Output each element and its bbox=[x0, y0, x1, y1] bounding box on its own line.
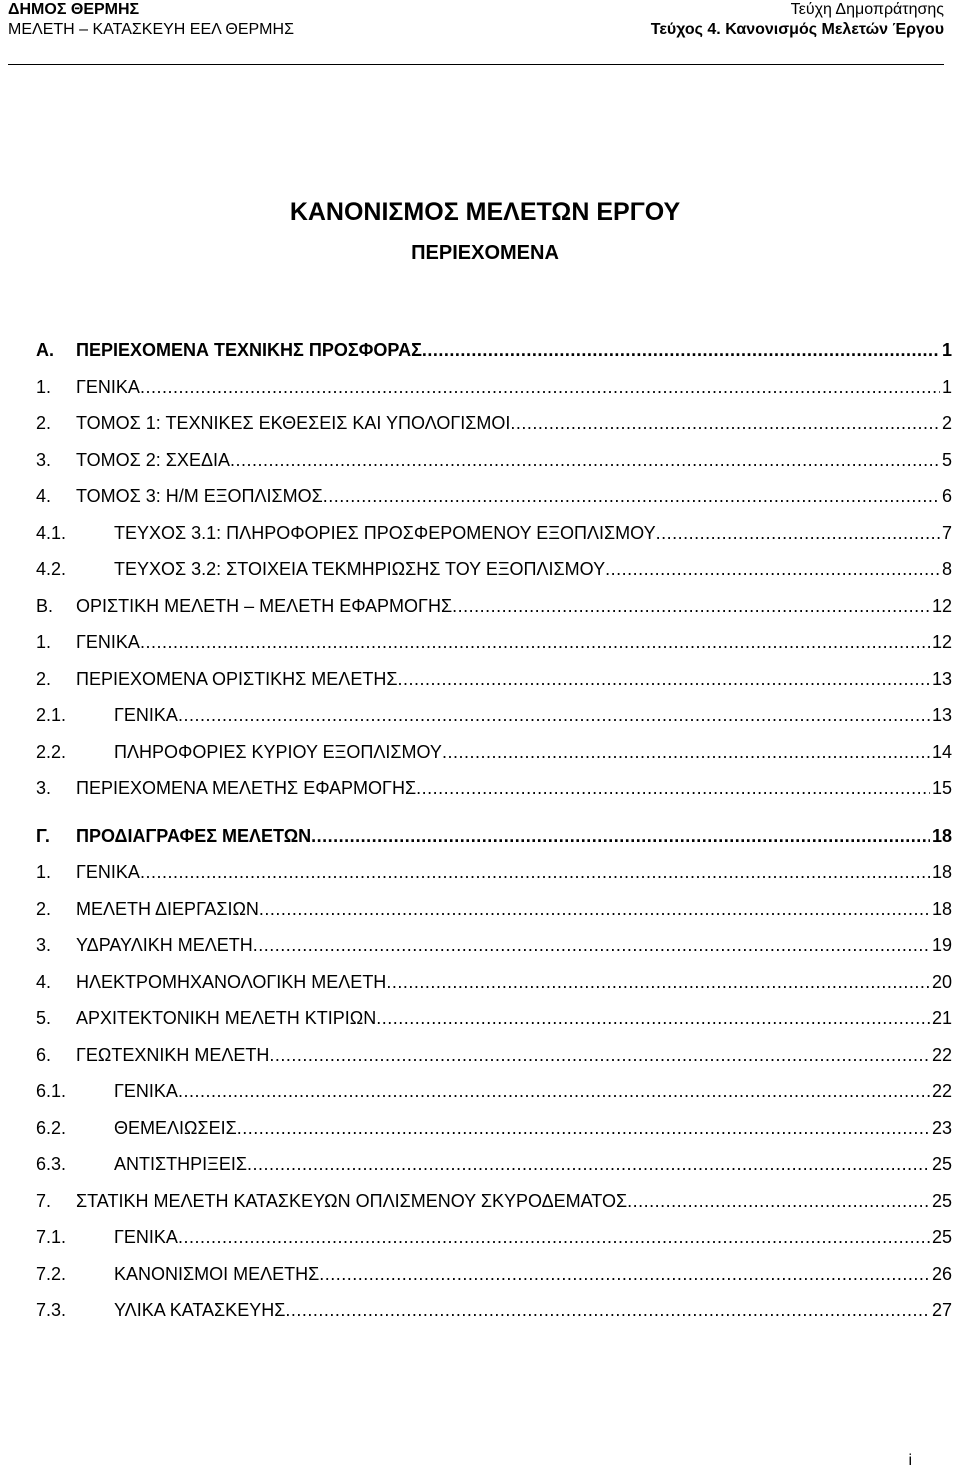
toc-label: ΟΡΙΣΤΙΚΗ ΜΕΛΕΤΗ – ΜΕΛΕΤΗ ΕΦΑΡΜΟΓΗΣ bbox=[76, 595, 453, 616]
toc-subentry[interactable] bbox=[36, 1264, 952, 1301]
toc-page: 25 bbox=[931, 1227, 952, 1247]
toc-page: 15 bbox=[931, 778, 952, 798]
toc-subentry[interactable] bbox=[36, 523, 952, 560]
toc-leader bbox=[452, 596, 930, 617]
toc-leader bbox=[416, 778, 930, 799]
toc-leader bbox=[259, 899, 930, 920]
header-volume-title: Τεύχος 4. Κανονισμός Μελετών Έργου bbox=[650, 21, 944, 38]
toc-label: ΚΑΝΟΝΙΣΜΟΙ ΜΕΛΕΤΗΣ bbox=[114, 1263, 320, 1284]
page-header-left bbox=[8, 0, 294, 40]
page-header-right bbox=[651, 0, 944, 40]
toc-subentry[interactable] bbox=[36, 1081, 952, 1118]
toc-number: 7. bbox=[36, 1190, 52, 1211]
toc-number: 4.2. bbox=[36, 559, 67, 579]
toc-page: 19 bbox=[931, 935, 952, 955]
toc-label: ΓΕΝΙΚΑ bbox=[114, 705, 178, 725]
toc-entry[interactable] bbox=[36, 632, 952, 669]
toc-label: ΗΛΕΚΤΡΟΜΗΧΑΝΟΛΟΓΙΚΗ ΜΕΛΕΤΗ bbox=[76, 971, 387, 992]
toc-label: ΑΝΤΙΣΤΗΡΙΞΕΙΣ bbox=[114, 1154, 247, 1174]
toc-label: ΓΕΝΙΚΑ bbox=[76, 632, 140, 652]
contents-heading: ΠΕΡΙΕΧΟΜΕΝΑ bbox=[411, 242, 559, 264]
toc-entry[interactable] bbox=[36, 972, 952, 1009]
toc-page: 18 bbox=[931, 862, 952, 882]
toc-entry[interactable] bbox=[36, 450, 952, 487]
toc-entry[interactable] bbox=[36, 862, 952, 899]
toc-label: ΣΤΑΤΙΚΗ ΜΕΛΕΤΗ ΚΑΤΑΣΚΕΥΩΝ ΟΠΛΙΣΜΕΝΟΥ ΣΚΥΡΟΔΕΜΑΤΟΣ bbox=[76, 1190, 628, 1211]
toc-label: ΓΕΝΙΚΑ bbox=[114, 1081, 178, 1101]
toc-section-a[interactable] bbox=[36, 340, 952, 377]
toc-page: 25 bbox=[931, 1190, 952, 1211]
toc-label: ΠΛΗΡΟΦΟΡΙΕΣ ΚΥΡΙΟΥ ΕΞΟΠΛΙΣΜΟΥ bbox=[114, 741, 442, 762]
toc-label: ΓΕΝΙΚΑ bbox=[76, 862, 140, 882]
toc-page: 12 bbox=[931, 632, 952, 652]
toc-entry[interactable] bbox=[36, 669, 952, 706]
toc-entry[interactable] bbox=[36, 1008, 952, 1045]
toc-leader bbox=[253, 935, 930, 956]
toc-page: 23 bbox=[931, 1117, 952, 1138]
toc-page: 21 bbox=[931, 1008, 952, 1028]
toc-page: 25 bbox=[931, 1154, 952, 1174]
toc-page: 20 bbox=[931, 971, 952, 992]
toc-label: ΘΕΜΕΛΙΩΣΕΙΣ bbox=[114, 1117, 237, 1138]
toc-entry[interactable] bbox=[36, 413, 952, 450]
toc-number: 2.1. bbox=[36, 705, 67, 725]
toc-page: 13 bbox=[931, 705, 952, 725]
toc-label: ΠΕΡΙΕΧΟΜΕΝΑ ΤΕΧΝΙΚΗΣ ΠΡΟΣΦΟΡΑΣ bbox=[76, 340, 422, 360]
toc-page: 7 bbox=[941, 522, 952, 543]
toc-subentry[interactable] bbox=[36, 1300, 952, 1337]
toc-leader bbox=[605, 559, 940, 580]
toc-label: ΜΕΛΕΤΗ ΔΙΕΡΓΑΣΙΩΝ bbox=[76, 898, 259, 919]
toc-number: 3. bbox=[36, 935, 52, 955]
toc-number: 6. bbox=[36, 1044, 52, 1065]
toc-leader bbox=[285, 1300, 930, 1321]
toc-leader bbox=[140, 862, 930, 883]
toc-leader bbox=[178, 1227, 930, 1248]
toc-page: 22 bbox=[931, 1044, 952, 1065]
page-number: i bbox=[908, 1452, 912, 1469]
toc-leader bbox=[386, 972, 930, 993]
toc-number: 7.3. bbox=[36, 1300, 67, 1320]
toc-number: Β. bbox=[36, 595, 54, 616]
toc-leader bbox=[140, 377, 940, 398]
toc-leader bbox=[230, 450, 940, 471]
toc-subentry[interactable] bbox=[36, 1154, 952, 1191]
toc-number: Α. bbox=[36, 340, 54, 360]
toc-label: ΤΟΜΟΣ 2: ΣΧΕΔΙΑ bbox=[76, 449, 230, 470]
toc-number: 7.2. bbox=[36, 1263, 67, 1284]
toc-page: 22 bbox=[931, 1081, 952, 1101]
toc-leader bbox=[269, 1045, 930, 1066]
toc-label: ΓΕΝΙΚΑ bbox=[76, 376, 140, 397]
toc-entry[interactable] bbox=[36, 377, 952, 414]
toc-page: 1 bbox=[941, 376, 952, 397]
toc-number: 4.1. bbox=[36, 522, 67, 543]
toc-number: 5. bbox=[36, 1008, 52, 1028]
header-project: ΜΕΛΕΤΗ – ΚΑΤΑΣΚΕΥΗ ΕΕΛ ΘΕΡΜΗΣ bbox=[8, 21, 294, 38]
toc-leader bbox=[237, 1118, 930, 1139]
toc-number: Γ. bbox=[36, 825, 50, 846]
toc-number: 1. bbox=[36, 862, 52, 882]
toc-label: ΥΛΙΚΑ ΚΑΤΑΣΚΕΥΗΣ bbox=[114, 1300, 286, 1320]
toc-number: 1. bbox=[36, 376, 52, 397]
toc-leader bbox=[178, 1081, 930, 1102]
toc-label: ΠΕΡΙΕΧΟΜΕΝΑ ΜΕΛΕΤΗΣ ΕΦΑΡΜΟΓΗΣ bbox=[76, 778, 417, 798]
toc-leader bbox=[627, 1191, 930, 1212]
toc-subentry[interactable] bbox=[36, 1118, 952, 1155]
toc-leader bbox=[319, 1264, 930, 1285]
toc-page: 26 bbox=[931, 1263, 952, 1284]
toc-label: ΓΕΩΤΕΧΝΙΚΗ ΜΕΛΕΤΗ bbox=[76, 1044, 270, 1065]
toc-number: 2. bbox=[36, 668, 52, 689]
toc-leader bbox=[178, 705, 930, 726]
toc-leader bbox=[140, 632, 930, 653]
toc-number: 4. bbox=[36, 971, 52, 992]
toc-label: ΥΔΡΑΥΛΙΚΗ ΜΕΛΕΤΗ bbox=[76, 935, 253, 955]
toc-entry[interactable] bbox=[36, 935, 952, 972]
toc-leader bbox=[397, 669, 930, 690]
table-of-contents bbox=[36, 340, 952, 1337]
toc-number: 2.2. bbox=[36, 741, 67, 762]
toc-entry[interactable] bbox=[36, 899, 952, 936]
toc-number: 6.2. bbox=[36, 1117, 67, 1138]
toc-number: 7.1. bbox=[36, 1227, 67, 1247]
toc-subentry[interactable] bbox=[36, 742, 952, 779]
toc-leader bbox=[376, 1008, 930, 1029]
toc-label: ΠΕΡΙΕΧΟΜΕΝΑ ΟΡΙΣΤΙΚΗΣ ΜΕΛΕΤΗΣ bbox=[76, 668, 398, 689]
toc-page: 1 bbox=[941, 340, 952, 360]
toc-page: 14 bbox=[931, 741, 952, 762]
toc-page: 12 bbox=[931, 595, 952, 616]
toc-number: 6.3. bbox=[36, 1154, 67, 1174]
toc-label: ΓΕΝΙΚΑ bbox=[114, 1227, 178, 1247]
toc-section-c[interactable] bbox=[36, 826, 952, 863]
header-municipality: ΔΗΜΟΣ ΘΕΡΜΗΣ bbox=[8, 1, 140, 18]
toc-page: 18 bbox=[931, 898, 952, 919]
toc-page: 6 bbox=[941, 486, 952, 506]
header-volume-set: Τεύχη Δημοπράτησης bbox=[790, 1, 944, 18]
toc-number: 4. bbox=[36, 486, 52, 506]
toc-page: 18 bbox=[931, 825, 952, 846]
toc-entry[interactable] bbox=[36, 778, 952, 815]
toc-number: 2. bbox=[36, 413, 52, 433]
toc-entry[interactable] bbox=[36, 1045, 952, 1082]
toc-label: ΑΡΧΙΤΕΚΤΟΝΙΚΗ ΜΕΛΕΤΗ ΚΤΙΡΙΩΝ bbox=[76, 1008, 377, 1028]
toc-page: 2 bbox=[941, 413, 952, 433]
toc-number: 3. bbox=[36, 449, 52, 470]
toc-leader bbox=[311, 826, 930, 847]
toc-section-b[interactable] bbox=[36, 596, 952, 633]
toc-page: 8 bbox=[941, 559, 952, 579]
toc-number: 2. bbox=[36, 898, 52, 919]
toc-leader bbox=[442, 742, 930, 763]
toc-label: ΠΡΟΔΙΑΓΡΑΦΕΣ ΜΕΛΕΤΩΝ bbox=[76, 825, 312, 846]
toc-subentry[interactable] bbox=[36, 1227, 952, 1264]
toc-page: 5 bbox=[941, 449, 952, 470]
toc-leader bbox=[323, 486, 940, 507]
toc-leader bbox=[422, 340, 940, 361]
toc-entry[interactable] bbox=[36, 1191, 952, 1228]
toc-label: ΤΟΜΟΣ 1: ΤΕΧΝΙΚΕΣ ΕΚΘΕΣΕΙΣ ΚΑΙ ΥΠΟΛΟΓΙΣΜΟΙ bbox=[76, 413, 511, 433]
toc-leader bbox=[656, 523, 940, 544]
toc-label: ΤΟΜΟΣ 3: Η/Μ ΕΞΟΠΛΙΣΜΟΣ bbox=[76, 486, 323, 506]
toc-label: ΤΕΥΧΟΣ 3.2: ΣΤΟΙΧΕΙΑ ΤΕΚΜΗΡΙΩΣΗΣ ΤΟΥ ΕΞΟΠΛΙΣΜΟΥ bbox=[114, 559, 606, 579]
toc-leader bbox=[247, 1154, 930, 1175]
header-divider bbox=[8, 64, 944, 65]
toc-number: 6.1. bbox=[36, 1081, 67, 1101]
toc-number: 1. bbox=[36, 632, 52, 652]
toc-subentry[interactable] bbox=[36, 559, 952, 596]
toc-label: ΤΕΥΧΟΣ 3.1: ΠΛΗΡΟΦΟΡΙΕΣ ΠΡΟΣΦΕΡΟΜΕΝΟΥ ΕΞΟΠΛΙΣΜΟΥ bbox=[114, 522, 656, 543]
toc-entry[interactable] bbox=[36, 486, 952, 523]
toc-page: 27 bbox=[931, 1300, 952, 1320]
toc-page: 13 bbox=[931, 668, 952, 689]
toc-leader bbox=[510, 413, 940, 434]
toc-number: 3. bbox=[36, 778, 52, 798]
toc-subentry[interactable] bbox=[36, 705, 952, 742]
document-title: ΚΑΝΟΝΙΣΜΟΣ ΜΕΛΕΤΩΝ ΕΡΓΟΥ bbox=[289, 198, 681, 226]
